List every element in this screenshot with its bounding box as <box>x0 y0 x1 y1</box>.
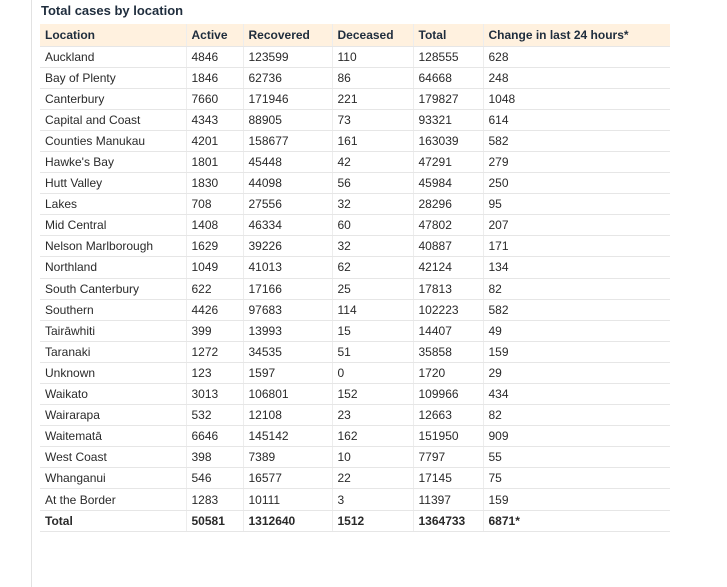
table-total-row <box>40 510 670 531</box>
cell-location: Mid Central <box>40 215 186 236</box>
cell-active: 532 <box>186 405 243 426</box>
cell-location: Tairāwhiti <box>40 320 186 341</box>
total-cell-change-24h: 6871* <box>483 510 670 531</box>
cell-deceased: 23 <box>332 405 413 426</box>
cell-location: Canterbury <box>40 88 186 109</box>
total-cell-total: 1364733 <box>413 510 483 531</box>
cell-location: At the Border <box>40 489 186 510</box>
cell-deceased: 152 <box>332 384 413 405</box>
cell-location: Bay of Plenty <box>40 67 186 88</box>
cell-recovered: 171946 <box>243 88 332 109</box>
cell-change-24h: 29 <box>483 362 670 383</box>
cell-location: West Coast <box>40 447 186 468</box>
cell-recovered: 158677 <box>243 130 332 151</box>
cell-change-24h: 207 <box>483 215 670 236</box>
cell-change-24h: 248 <box>483 67 670 88</box>
table-row <box>40 236 670 257</box>
table-row <box>40 341 670 362</box>
cell-change-24h: 75 <box>483 468 670 489</box>
table-row <box>40 67 670 88</box>
cell-active: 1846 <box>186 67 243 88</box>
table-row <box>40 215 670 236</box>
table-row <box>40 426 670 447</box>
cell-total: 42124 <box>413 257 483 278</box>
cell-recovered: 123599 <box>243 46 332 67</box>
cell-recovered: 10111 <box>243 489 332 510</box>
cell-location: Counties Manukau <box>40 130 186 151</box>
cell-recovered: 7389 <box>243 447 332 468</box>
cell-location: Hutt Valley <box>40 173 186 194</box>
cell-location: Wairarapa <box>40 405 186 426</box>
cell-active: 7660 <box>186 88 243 109</box>
cell-recovered: 39226 <box>243 236 332 257</box>
cases-by-location-table <box>40 24 670 532</box>
cell-recovered: 1597 <box>243 362 332 383</box>
cell-change-24h: 250 <box>483 173 670 194</box>
table-row <box>40 130 670 151</box>
cell-location: Auckland <box>40 46 186 67</box>
cell-location: Capital and Coast <box>40 109 186 130</box>
cell-deceased: 51 <box>332 341 413 362</box>
table-row <box>40 384 670 405</box>
cell-location: Hawke's Bay <box>40 151 186 172</box>
table-row <box>40 447 670 468</box>
table-row <box>40 468 670 489</box>
cell-deceased: 62 <box>332 257 413 278</box>
cell-change-24h: 279 <box>483 151 670 172</box>
cell-active: 1408 <box>186 215 243 236</box>
cell-recovered: 145142 <box>243 426 332 447</box>
cell-deceased: 110 <box>332 46 413 67</box>
cell-recovered: 34535 <box>243 341 332 362</box>
cell-deceased: 114 <box>332 299 413 320</box>
cell-location: Whanganui <box>40 468 186 489</box>
column-header-active: Active <box>186 24 243 46</box>
cell-change-24h: 95 <box>483 194 670 215</box>
cell-active: 123 <box>186 362 243 383</box>
cell-total: 102223 <box>413 299 483 320</box>
cell-change-24h: 434 <box>483 384 670 405</box>
cell-change-24h: 582 <box>483 130 670 151</box>
cell-change-24h: 171 <box>483 236 670 257</box>
cell-recovered: 16577 <box>243 468 332 489</box>
page-left-border <box>31 0 32 587</box>
column-header-deceased: Deceased <box>332 24 413 46</box>
cell-total: 93321 <box>413 109 483 130</box>
cell-total: 64668 <box>413 67 483 88</box>
cell-recovered: 17166 <box>243 278 332 299</box>
cell-location: Waitematā <box>40 426 186 447</box>
cell-deceased: 32 <box>332 236 413 257</box>
cell-recovered: 45448 <box>243 151 332 172</box>
cell-total: 40887 <box>413 236 483 257</box>
cell-recovered: 44098 <box>243 173 332 194</box>
cell-total: 47802 <box>413 215 483 236</box>
table-row <box>40 151 670 172</box>
cell-total: 45984 <box>413 173 483 194</box>
cell-active: 1049 <box>186 257 243 278</box>
table-row <box>40 278 670 299</box>
cell-location: South Canterbury <box>40 278 186 299</box>
cell-active: 3013 <box>186 384 243 405</box>
cell-change-24h: 49 <box>483 320 670 341</box>
cell-deceased: 0 <box>332 362 413 383</box>
cell-deceased: 86 <box>332 67 413 88</box>
total-cell-recovered: 1312640 <box>243 510 332 531</box>
cell-active: 4201 <box>186 130 243 151</box>
cell-change-24h: 55 <box>483 447 670 468</box>
cell-change-24h: 159 <box>483 341 670 362</box>
cell-location: Southern <box>40 299 186 320</box>
cell-active: 4343 <box>186 109 243 130</box>
cell-recovered: 27556 <box>243 194 332 215</box>
cell-change-24h: 582 <box>483 299 670 320</box>
cell-change-24h: 1048 <box>483 88 670 109</box>
cell-total: 17813 <box>413 278 483 299</box>
cell-total: 35858 <box>413 341 483 362</box>
column-header-total: Total <box>413 24 483 46</box>
table-row <box>40 299 670 320</box>
cell-recovered: 13993 <box>243 320 332 341</box>
cell-change-24h: 82 <box>483 278 670 299</box>
column-header-change-24h: Change in last 24 hours* <box>483 24 670 46</box>
cell-total: 128555 <box>413 46 483 67</box>
cell-active: 1629 <box>186 236 243 257</box>
table-row <box>40 320 670 341</box>
cell-active: 399 <box>186 320 243 341</box>
cell-location: Lakes <box>40 194 186 215</box>
cell-change-24h: 909 <box>483 426 670 447</box>
table-row <box>40 405 670 426</box>
table-row <box>40 194 670 215</box>
cell-location: Taranaki <box>40 341 186 362</box>
cell-deceased: 42 <box>332 151 413 172</box>
cell-total: 7797 <box>413 447 483 468</box>
cell-active: 6646 <box>186 426 243 447</box>
table-row <box>40 46 670 67</box>
cell-total: 151950 <box>413 426 483 447</box>
cell-active: 1801 <box>186 151 243 172</box>
cell-active: 4426 <box>186 299 243 320</box>
cell-active: 4846 <box>186 46 243 67</box>
cell-active: 398 <box>186 447 243 468</box>
cell-deceased: 60 <box>332 215 413 236</box>
cell-total: 14407 <box>413 320 483 341</box>
cell-deceased: 162 <box>332 426 413 447</box>
total-cell-deceased: 1512 <box>332 510 413 531</box>
table-row <box>40 88 670 109</box>
cell-recovered: 12108 <box>243 405 332 426</box>
cell-recovered: 88905 <box>243 109 332 130</box>
cell-location: Nelson Marlborough <box>40 236 186 257</box>
table-row <box>40 109 670 130</box>
table-row <box>40 489 670 510</box>
cell-deceased: 221 <box>332 88 413 109</box>
cell-total: 28296 <box>413 194 483 215</box>
column-header-recovered: Recovered <box>243 24 332 46</box>
cell-active: 1272 <box>186 341 243 362</box>
table-row <box>40 257 670 278</box>
cell-change-24h: 628 <box>483 46 670 67</box>
cell-recovered: 106801 <box>243 384 332 405</box>
column-header-location: Location <box>40 24 186 46</box>
cell-total: 109966 <box>413 384 483 405</box>
cell-deceased: 15 <box>332 320 413 341</box>
cell-total: 163039 <box>413 130 483 151</box>
cell-deceased: 25 <box>332 278 413 299</box>
cell-recovered: 41013 <box>243 257 332 278</box>
cell-deceased: 3 <box>332 489 413 510</box>
cell-deceased: 22 <box>332 468 413 489</box>
cell-total: 12663 <box>413 405 483 426</box>
cell-deceased: 73 <box>332 109 413 130</box>
cell-change-24h: 614 <box>483 109 670 130</box>
table-body <box>40 46 670 531</box>
cell-deceased: 56 <box>332 173 413 194</box>
cell-location: Waikato <box>40 384 186 405</box>
cell-deceased: 10 <box>332 447 413 468</box>
table-header-row <box>40 24 670 46</box>
table-row <box>40 362 670 383</box>
table-row <box>40 173 670 194</box>
cell-total: 179827 <box>413 88 483 109</box>
table-title: Total cases by location <box>41 3 184 18</box>
cell-active: 622 <box>186 278 243 299</box>
cell-deceased: 32 <box>332 194 413 215</box>
cell-active: 546 <box>186 468 243 489</box>
cell-total: 1720 <box>413 362 483 383</box>
cell-recovered: 97683 <box>243 299 332 320</box>
cell-recovered: 62736 <box>243 67 332 88</box>
cell-change-24h: 134 <box>483 257 670 278</box>
cell-active: 1830 <box>186 173 243 194</box>
cell-deceased: 161 <box>332 130 413 151</box>
cell-change-24h: 82 <box>483 405 670 426</box>
cell-total: 47291 <box>413 151 483 172</box>
cell-location: Northland <box>40 257 186 278</box>
cell-total: 17145 <box>413 468 483 489</box>
cell-total: 11397 <box>413 489 483 510</box>
cell-active: 708 <box>186 194 243 215</box>
cell-recovered: 46334 <box>243 215 332 236</box>
cell-change-24h: 159 <box>483 489 670 510</box>
total-cell-active: 50581 <box>186 510 243 531</box>
cell-location: Unknown <box>40 362 186 383</box>
cell-active: 1283 <box>186 489 243 510</box>
total-cell-location: Total <box>40 510 186 531</box>
